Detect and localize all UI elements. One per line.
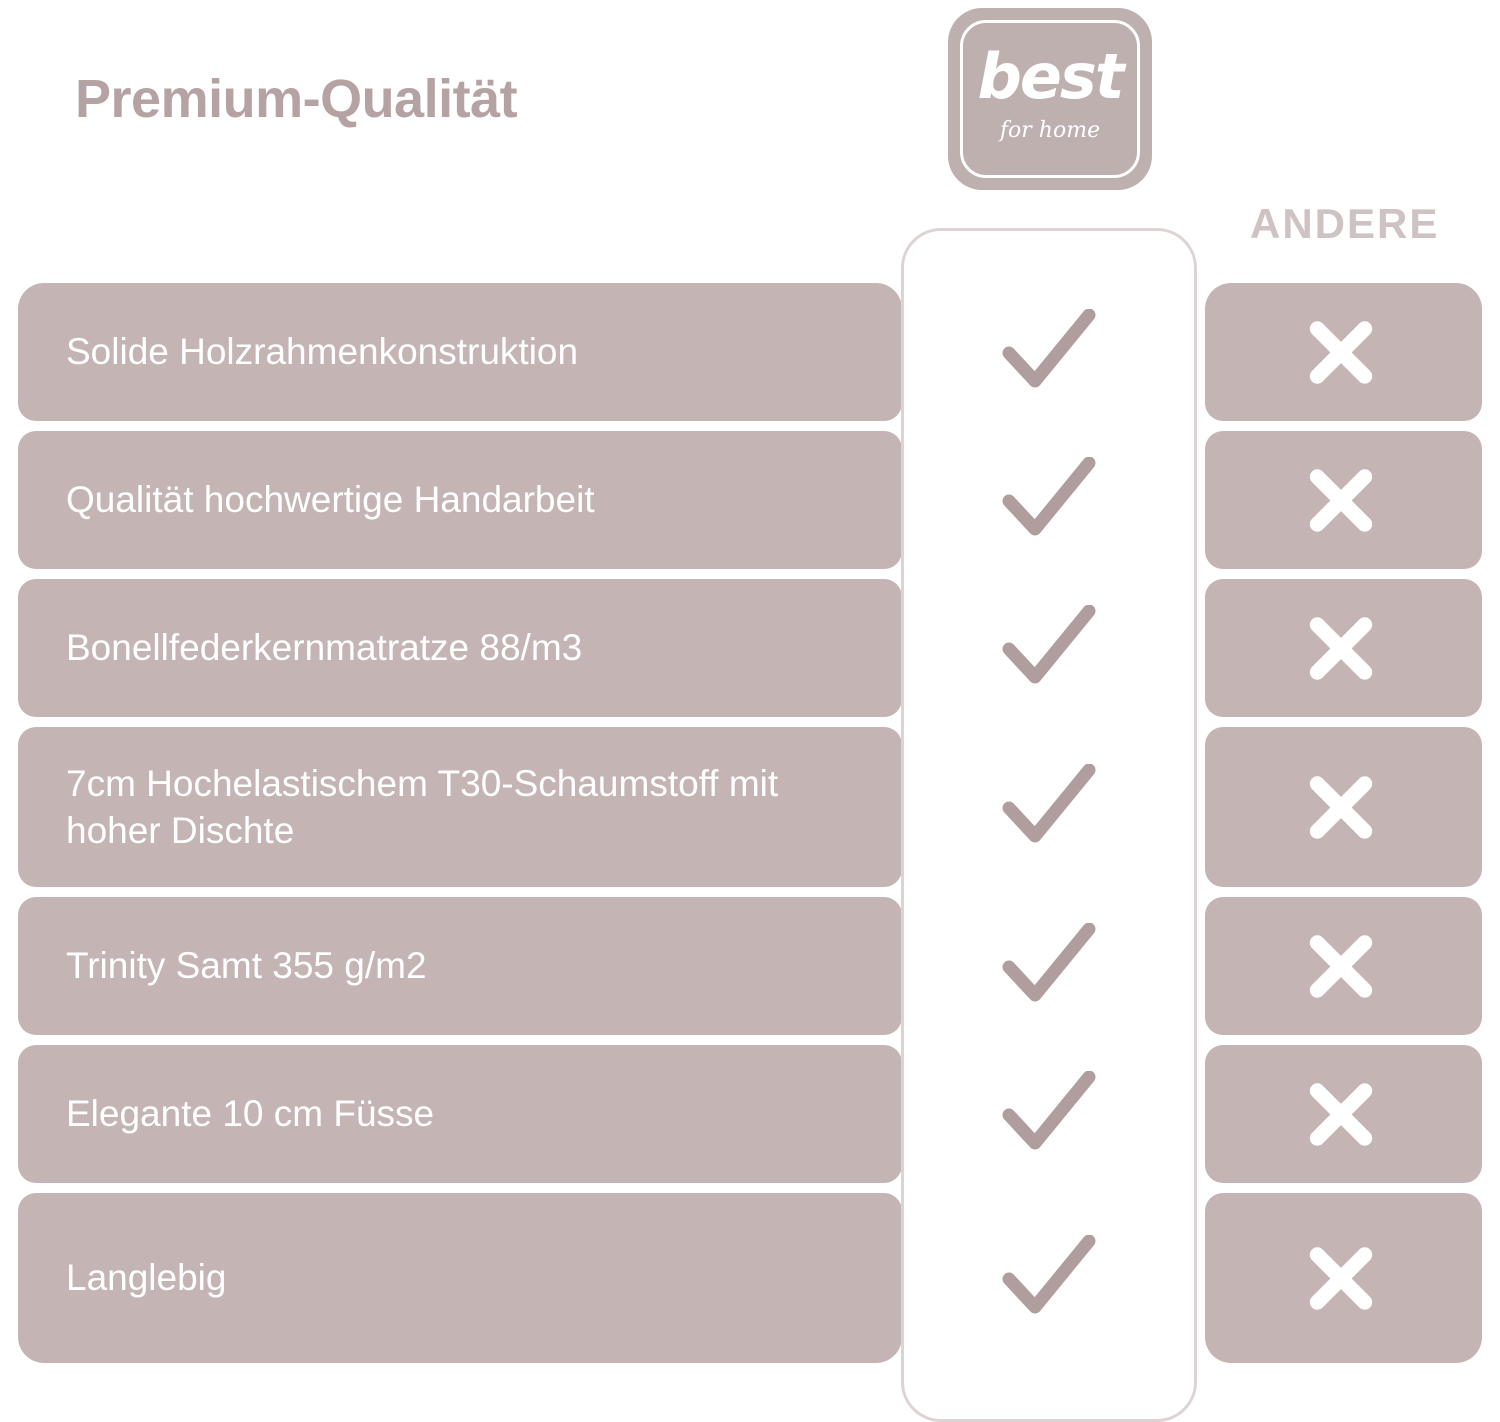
table-row [18, 283, 1482, 421]
brand-cell [901, 1045, 1197, 1183]
feature-cell [18, 897, 902, 1035]
feature-label: 7cm Hochelastischem T30-Schaumstoff mit hoher Dischte [66, 762, 779, 851]
cross-icon [1304, 315, 1378, 389]
table-row [18, 431, 1482, 569]
check-icon [1001, 457, 1097, 543]
table-row [18, 1045, 1482, 1183]
cross-icon [1304, 463, 1378, 537]
brand-name: best [977, 40, 1123, 113]
other-cell [1205, 283, 1482, 421]
brand-cell [901, 897, 1197, 1035]
feature-label: Langlebig [66, 1257, 227, 1299]
check-icon [1001, 1071, 1097, 1157]
table-row [18, 727, 1482, 887]
cross-icon [1304, 929, 1378, 1003]
feature-cell [18, 579, 902, 717]
check-icon [1001, 309, 1097, 395]
brand-column-checks [901, 283, 1197, 1363]
brand-cell [901, 431, 1197, 569]
table-row [18, 1193, 1482, 1363]
feature-cell [18, 1045, 902, 1183]
other-cell [1205, 431, 1482, 569]
other-cell [1205, 579, 1482, 717]
table-row [18, 579, 1482, 717]
other-cell [1205, 727, 1482, 887]
brand-cell [901, 727, 1197, 887]
comparison-table [18, 283, 1482, 1363]
feature-label: Bonellfederkernmatratze 88/m3 [66, 627, 583, 669]
brand-cell [901, 1193, 1197, 1363]
cross-icon [1304, 1077, 1378, 1151]
feature-label: Qualität hochwertige Handarbeit [66, 479, 595, 521]
page-title: Premium-Qualität [75, 69, 518, 129]
cross-icon [1304, 1241, 1378, 1315]
brand-cell [901, 283, 1197, 421]
feature-cell [18, 283, 902, 421]
feature-cell [18, 431, 902, 569]
feature-label: Trinity Samt 355 g/m2 [66, 945, 427, 987]
brand-logo [948, 8, 1152, 190]
cross-icon [1304, 770, 1378, 844]
feature-cell [18, 727, 902, 887]
check-icon [1001, 1235, 1097, 1321]
check-icon [1001, 605, 1097, 691]
check-icon [1001, 923, 1097, 1009]
other-cell [1205, 1045, 1482, 1183]
feature-cell [18, 1193, 902, 1363]
check-icon [1001, 764, 1097, 850]
other-cell [1205, 897, 1482, 1035]
table-row [18, 897, 1482, 1035]
brand-cell [901, 579, 1197, 717]
other-cell [1205, 1193, 1482, 1363]
brand-tagline: for home [999, 118, 1101, 143]
cross-icon [1304, 611, 1378, 685]
feature-label: Solide Holzrahmenkonstruktion [66, 331, 579, 373]
feature-label: Elegante 10 cm Füsse [66, 1093, 435, 1135]
column-header-andere: ANDERE [1250, 200, 1440, 247]
